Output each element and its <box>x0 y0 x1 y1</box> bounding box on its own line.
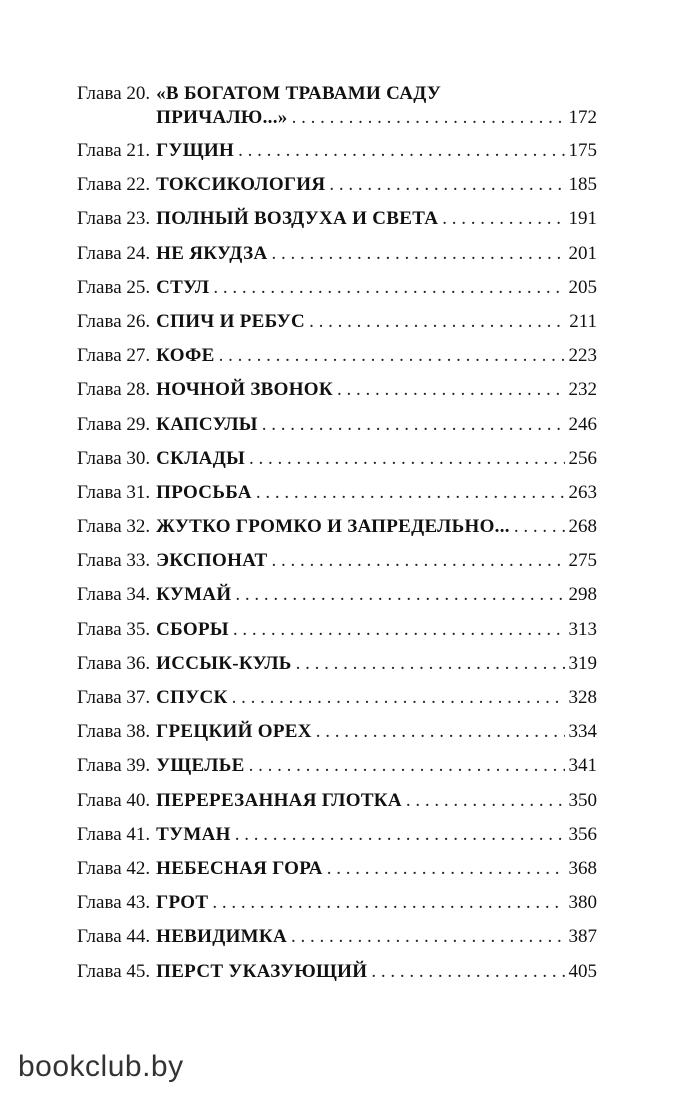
page-number: 380 <box>568 892 597 914</box>
page-number: 313 <box>568 618 597 640</box>
toc-entry <box>77 378 597 412</box>
page-number: 319 <box>568 652 597 674</box>
page-number: 232 <box>568 379 597 401</box>
toc-entry <box>77 652 597 686</box>
toc-entry <box>77 310 597 344</box>
chapter-title: СПУСК <box>156 687 228 708</box>
toc-entry <box>77 242 597 276</box>
dot-leader <box>235 583 564 607</box>
page-number: 387 <box>568 926 597 948</box>
page-number: 223 <box>568 345 597 367</box>
dot-leader <box>238 139 564 163</box>
toc-entry-chapter-20 <box>77 82 597 139</box>
chapter-label: Глава 29. <box>77 413 151 435</box>
chapter-title: СКЛАДЫ <box>156 447 246 469</box>
toc-entry <box>77 754 597 788</box>
dot-leader <box>327 857 565 881</box>
chapter-label: Глава 31. <box>77 481 151 503</box>
page-number: 341 <box>568 755 597 777</box>
chapter-title-block <box>156 515 597 539</box>
toc-entry <box>77 960 597 994</box>
toc-entry <box>77 857 597 891</box>
dot-leader <box>371 960 564 984</box>
chapter-title-block <box>156 789 597 813</box>
toc-entry <box>77 549 597 583</box>
page-number: 263 <box>568 481 597 503</box>
chapter-title-line-2: ПРИЧАЛЮ...» <box>156 107 288 128</box>
chapter-title: УЩЕЛЬЕ <box>156 755 245 777</box>
dot-leader <box>272 549 565 573</box>
chapter-title: ПЕРСТ УКАЗУЮЩИЙ <box>156 960 368 982</box>
dot-leader <box>219 344 565 368</box>
dot-leader <box>406 789 565 813</box>
chapter-title: ЭКСПОНАТ <box>156 550 268 572</box>
toc-entry <box>77 481 597 515</box>
toc-entry <box>77 583 597 617</box>
toc-entry <box>77 891 597 925</box>
dot-leader <box>256 481 565 505</box>
chapter-title: ЖУТКО ГРОМКО И ЗАПРЕДЕЛЬНО... <box>156 516 510 538</box>
table-of-contents <box>77 82 597 994</box>
dot-leader <box>292 106 565 130</box>
dot-leader <box>309 310 565 334</box>
toc-entry <box>77 207 597 241</box>
chapter-title-block <box>156 344 597 368</box>
chapter-title-block <box>156 310 597 334</box>
chapter-label: Глава 40. <box>77 789 151 811</box>
page-number: 268 <box>568 516 597 538</box>
chapter-label: Глава 41. <box>77 823 151 845</box>
chapter-title-block <box>156 82 597 130</box>
page-number: 246 <box>568 413 597 435</box>
dot-leader <box>213 276 564 300</box>
chapter-title-block <box>156 754 597 778</box>
chapter-title-line-1: «В БОГАТОМ ТРАВАМИ САДУ <box>156 83 442 104</box>
chapter-label: Глава 23. <box>77 208 151 230</box>
dot-leader <box>271 242 564 266</box>
chapter-title-block <box>156 207 597 231</box>
toc-entry <box>77 344 597 378</box>
chapter-label: Глава 25. <box>77 276 151 298</box>
chapter-label: Глава 35. <box>77 618 151 640</box>
chapter-title-block <box>156 481 597 505</box>
chapter-label: Глава 20. <box>77 83 151 104</box>
chapter-title-block <box>156 686 597 710</box>
dot-leader <box>262 413 565 437</box>
chapter-title: КУМАЙ <box>156 584 232 606</box>
chapter-label: Глава 34. <box>77 584 151 606</box>
toc-entries-list <box>77 139 597 994</box>
chapter-title-block <box>156 447 597 471</box>
page-number: 172 <box>568 107 597 128</box>
chapter-label: Глава 28. <box>77 379 151 401</box>
toc-entry <box>77 789 597 823</box>
toc-entry <box>77 925 597 959</box>
chapter-title: ПОЛНЫЙ ВОЗДУХА И СВЕТА <box>156 208 439 230</box>
chapter-label: Глава 24. <box>77 242 151 264</box>
chapter-label: Глава 38. <box>77 721 151 743</box>
chapter-title: ГРОТ <box>156 892 209 914</box>
dot-leader <box>296 652 565 676</box>
toc-entry <box>77 276 597 310</box>
chapter-title: КОФЕ <box>156 345 215 367</box>
chapter-title: ПРОСЬБА <box>156 481 252 503</box>
chapter-title: ПЕРЕРЕЗАННАЯ ГЛОТКА <box>156 789 402 811</box>
toc-entry <box>77 413 597 447</box>
dot-leader <box>337 378 565 402</box>
chapter-title: СПИЧ И РЕБУС <box>156 310 306 332</box>
chapter-title-block <box>156 960 597 984</box>
chapter-title-block <box>156 242 597 266</box>
chapter-title-block <box>156 823 597 847</box>
chapter-title-block <box>156 378 597 402</box>
page-number: 275 <box>568 550 597 572</box>
chapter-title-block <box>156 891 597 915</box>
chapter-title-block <box>156 173 597 197</box>
page-number: 211 <box>569 310 597 332</box>
dot-leader <box>329 173 564 197</box>
dot-leader <box>316 720 565 744</box>
chapter-title-block <box>156 139 597 163</box>
page-number: 201 <box>568 242 597 264</box>
toc-entry <box>77 173 597 207</box>
page-number: 298 <box>568 584 597 606</box>
chapter-title: ТУМАН <box>156 823 231 845</box>
chapter-label: Глава 21. <box>77 140 151 161</box>
chapter-title-block <box>156 413 597 437</box>
chapter-label: Глава 32. <box>77 516 151 538</box>
page-number: 185 <box>568 174 597 196</box>
page-number: 334 <box>568 721 597 743</box>
chapter-title: ГУЩИН <box>156 140 235 161</box>
dot-leader <box>232 686 565 710</box>
chapter-title: НЕВИДИМКА <box>156 926 288 948</box>
watermark-logo: bookclub.by <box>18 1050 184 1083</box>
page-number: 205 <box>568 276 597 298</box>
page-number: 191 <box>568 208 597 230</box>
chapter-title: ТОКСИКОЛОГИЯ <box>156 174 326 196</box>
chapter-label: Глава 45. <box>77 960 151 982</box>
dot-leader <box>212 891 564 915</box>
chapter-label: Глава 37. <box>77 687 151 708</box>
chapter-label: Глава 33. <box>77 550 151 572</box>
chapter-title-block <box>156 720 597 744</box>
page-number: 356 <box>568 823 597 845</box>
chapter-title: НЕБЕСНАЯ ГОРА <box>156 857 323 879</box>
chapter-title: НЕ ЯКУДЗА <box>156 242 268 264</box>
dot-leader <box>233 618 565 642</box>
page-number: 405 <box>568 960 597 982</box>
toc-entry <box>77 139 597 173</box>
chapter-label: Глава 27. <box>77 345 151 367</box>
chapter-title-block <box>156 618 597 642</box>
chapter-label: Глава 30. <box>77 447 151 469</box>
page-number: 368 <box>568 857 597 879</box>
dot-leader <box>249 754 565 778</box>
chapter-title-block <box>156 857 597 881</box>
dot-leader <box>514 515 565 539</box>
chapter-label: Глава 44. <box>77 926 151 948</box>
chapter-title-block <box>156 276 597 300</box>
toc-entry <box>77 515 597 549</box>
chapter-title: НОЧНОЙ ЗВОНОК <box>156 379 333 401</box>
chapter-title-line-2-row <box>156 106 597 130</box>
dot-leader <box>291 925 564 949</box>
chapter-title-block <box>156 549 597 573</box>
chapter-title-block <box>156 652 597 676</box>
chapter-label: Глава 22. <box>77 174 151 196</box>
toc-entry <box>77 686 597 720</box>
chapter-label: Глава 43. <box>77 892 151 914</box>
chapter-title: СТУЛ <box>156 276 210 298</box>
page-number: 175 <box>568 140 597 161</box>
dot-leader <box>442 207 564 231</box>
page-number: 256 <box>568 447 597 469</box>
chapter-title-block <box>156 583 597 607</box>
toc-entry <box>77 720 597 754</box>
chapter-label: Глава 26. <box>77 310 151 332</box>
toc-entry <box>77 823 597 857</box>
chapter-label: Глава 42. <box>77 857 151 879</box>
chapter-title: СБОРЫ <box>156 618 229 640</box>
chapter-title: ИССЫК-КУЛЬ <box>156 652 292 674</box>
dot-leader <box>235 823 565 847</box>
page-number: 350 <box>568 789 597 811</box>
chapter-title: КАПСУЛЫ <box>156 413 258 435</box>
toc-entry <box>77 618 597 652</box>
chapter-title: ГРЕЦКИЙ ОРЕХ <box>156 721 312 743</box>
dot-leader <box>249 447 564 471</box>
chapter-title-block <box>156 925 597 949</box>
chapter-label: Глава 36. <box>77 652 151 674</box>
page-number: 328 <box>568 687 597 708</box>
chapter-label: Глава 39. <box>77 755 151 777</box>
toc-entry <box>77 447 597 481</box>
